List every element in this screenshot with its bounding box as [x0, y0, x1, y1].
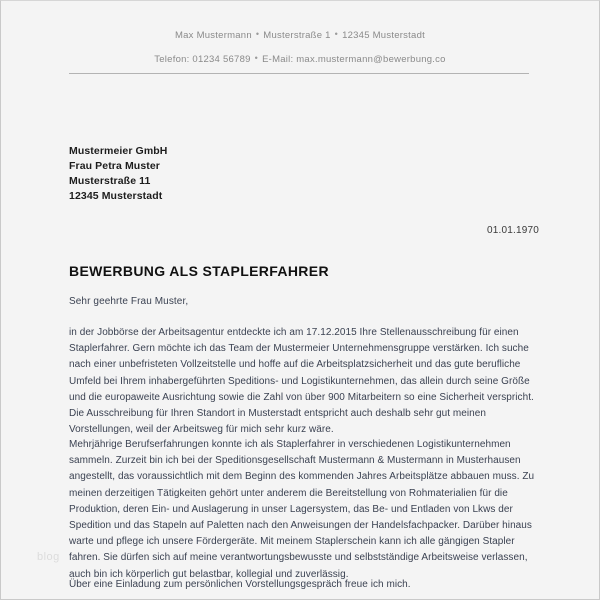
sender-email: E-Mail: max.mustermann@bewerbung.co	[262, 54, 446, 66]
letter-salutation: Sehr geehrte Frau Muster,	[69, 296, 189, 307]
blog-watermark: blog	[37, 551, 60, 563]
sender-phone: Telefon: 01234 56789	[154, 54, 251, 66]
letterhead-contact-line	[1, 51, 599, 67]
sender-street: Musterstraße 1	[263, 30, 331, 41]
letter-date: 01.01.1970	[486, 225, 539, 236]
recipient-line-company: Mustermeier GmbH	[69, 145, 168, 157]
letter-subject-heading: BEWERBUNG ALS STAPLERFAHRER	[69, 263, 329, 279]
recipient-line-street: Musterstraße 11	[69, 174, 151, 187]
recipient-line-person: Frau Petra Muster	[69, 159, 160, 172]
sender-city: 12345 Musterstadt	[342, 30, 426, 41]
recipient-address-block	[69, 144, 167, 204]
recipient-line-city: 12345 Musterstadt	[69, 189, 163, 202]
separator-dot-icon: •	[254, 53, 259, 64]
letter-paragraph-2: Mehrjährige Berufserfahrungen konnte ich als Staplerfahrer in verschiedenen Logistikunternehmen sammeln. Zurzeit bin ich bei der Speditionsgesellschaft Mustermann & Mustermann in Musterhausen angestellt, das voraussichtlich mit dem Beginn des kommenden Jahres Arbeitsplätze abbauen muss. Zu meinen derzeitigen Tätigkeiten gehört unter anderem die Bereitstellung von Rohmaterialien für die Produktion, deren Ein- und Auslagerung in unser Lagersystem, das Be- und Entladen von Lkws der Spedition und das Stapeln auf Paletten nach den Anweisungen der Handelsfachpacker. Darüber hinaus warte und pflege ich unsere Fördergeräte. Mit meinem Staplerschein kann ich alle gängigen Stapler fahren. Sie dürfen sich auf meine verantwortungsbewusste und selbstständige Arbeitsweise verlassen, auch bin ich körperlich gut belastbar, kollegial und zuverlässig.	[69, 439, 535, 580]
sender-name: Max Mustermann	[174, 30, 252, 41]
letterhead	[1, 1, 599, 67]
separator-dot-icon: •	[255, 29, 260, 39]
letter-paragraph-3: Über eine Einladung zum persönlichen Vorstellungsgespräch freue ich mich.	[69, 579, 411, 590]
letterhead-address-line	[1, 27, 599, 43]
header-divider	[69, 73, 529, 74]
separator-dot-icon: •	[334, 29, 339, 39]
letter-paragraph-1: in der Jobbörse der Arbeitsagentur entdeckte ich am 17.12.2015 Ihre Stellenausschreibung für einen Staplerfahrer. Gern möchte ich das Team der Mustermeier Unternehmensgruppe verstärken. Ich suche nach einer unbefristeten Vollzeitstelle und hoffe auf die Arbeitsplatzsicherheit und das gute berufliche Umfeld bei Ihrem inhabergeführten Speditions- und Logistikunternehmen, das allein durch seine Größe und die europaweite Ausrichtung sowie die Zahl von über 900 Mitarbeitern so eine Sicherheit verspricht. Die Ausschreibung für Ihren Standort in Musterstadt entspricht auch deshalb sehr gut meinen Vorstellungen, weil der Arbeitsweg für mich sehr kurz wäre.	[69, 327, 534, 436]
